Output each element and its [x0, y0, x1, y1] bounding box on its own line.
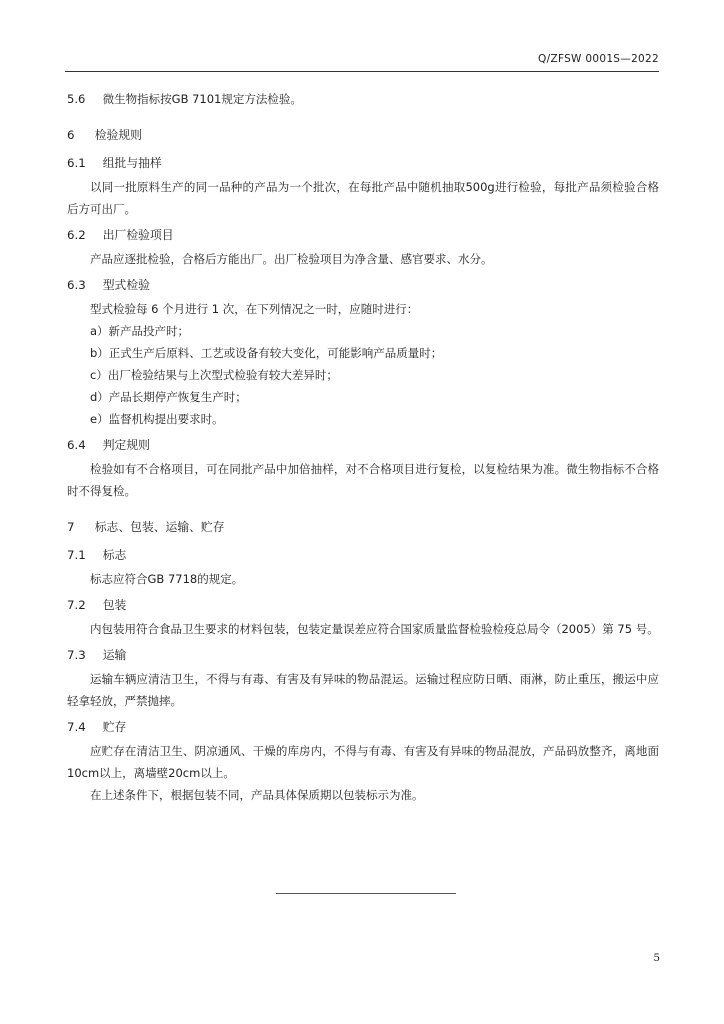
- section-7-1-paragraph: 标志应符合GB 7718的规定。: [90, 572, 244, 586]
- list-item: b）正式生产后原料、工艺或设备有较大变化，可能影响产品质量时；: [90, 346, 443, 360]
- section-number: 7.3: [67, 648, 86, 662]
- list-item: e）监督机构提出要求时。: [90, 412, 224, 426]
- section-number: 7.2: [67, 598, 86, 612]
- section-6-3-heading: [67, 274, 659, 296]
- section-6-2-paragraph: 产品应逐批检验，合格后方能出厂。出厂检验项目为净含量、感官要求、水分。: [90, 252, 493, 266]
- section-6-4-heading: [67, 434, 659, 456]
- header-rule: [65, 71, 659, 72]
- section-6-4-paragraph: 检验如有不合格项目，可在同批产品中加倍抽样，对不合格项目进行复检，以复检结果为准。微生物指标不合格时不得复检。: [67, 462, 659, 498]
- chapter-title: 检验规则: [94, 128, 142, 142]
- section-7-3-paragraph: 运输车辆应清洁卫生，不得与有毒、有害及有异味的物品混运。运输过程应防日晒、雨淋，防止重压，搬运中应轻拿轻放，严禁抛摔。: [67, 672, 659, 708]
- section-title: 运输: [102, 648, 127, 662]
- section-6-2-heading: [67, 224, 659, 246]
- section-number: 7.4: [67, 720, 86, 734]
- chapter-number: 7: [67, 520, 75, 534]
- chapter-7-heading: [67, 516, 659, 538]
- list-item: a）新产品投产时；: [90, 324, 190, 338]
- section-7-2-heading: [67, 594, 659, 616]
- section-title: 包装: [102, 598, 127, 612]
- list-item: c）出厂检验结果与上次型式检验有较大差异时；: [90, 368, 338, 382]
- section-title: 贮存: [102, 720, 127, 734]
- section-6-1-heading: [67, 152, 659, 174]
- section-number: 6.3: [67, 278, 86, 292]
- document-body: [67, 88, 659, 806]
- chapter-number: 6: [67, 128, 75, 142]
- section-title: 判定规则: [102, 438, 150, 452]
- end-rule: [276, 893, 456, 894]
- section-title: 型式检验: [102, 278, 150, 292]
- clause-text: 微生物指标按GB 7101规定方法检验。: [102, 92, 302, 106]
- section-6-3-paragraph: 型式检验每 6 个月进行 1 次，在下列情况之一时，应随时进行：: [90, 302, 419, 316]
- section-number: 6.2: [67, 228, 86, 242]
- chapter-title: 标志、包装、运输、贮存: [94, 520, 225, 534]
- section-7-4-heading: [67, 716, 659, 738]
- section-7-1-heading: [67, 544, 659, 566]
- section-title: 标志: [102, 548, 127, 562]
- section-number: 7.1: [67, 548, 86, 562]
- section-7-3-heading: [67, 644, 659, 666]
- clause-5-6: [67, 88, 659, 110]
- clause-number: 5.6: [67, 92, 86, 106]
- section-number: 6.4: [67, 438, 86, 452]
- section-7-4-paragraph-2: 在上述条件下，根据包装不同，产品具体保质期以包装标示为准。: [90, 788, 424, 802]
- chapter-6-heading: [67, 124, 659, 146]
- page-number: 5: [653, 952, 660, 964]
- section-7-2-paragraph: 内包装用符合食品卫生要求的材料包装，包装定量误差应符合国家质量监督检验检疫总局令（2005）第 75 号。: [90, 622, 659, 636]
- section-title: 出厂检验项目: [102, 228, 174, 242]
- list-item: d）产品长期停产恢复生产时；: [90, 390, 247, 404]
- section-title: 组批与抽样: [102, 156, 162, 170]
- section-number: 6.1: [67, 156, 86, 170]
- section-7-4-paragraph: 应贮存在清洁卫生、阴凉通风、干燥的库房内，不得与有毒、有害及有异味的物品混放，产品码放整齐，离地面10cm以上，离墙壁20cm以上。: [67, 744, 659, 780]
- document-code: Q/ZFSW 0001S—2022: [538, 53, 659, 65]
- section-6-1-paragraph: 以同一批原料生产的同一品种的产品为一个批次，在每批产品中随机抽取500g进行检验，每批产品须检验合格后方可出厂。: [67, 180, 659, 216]
